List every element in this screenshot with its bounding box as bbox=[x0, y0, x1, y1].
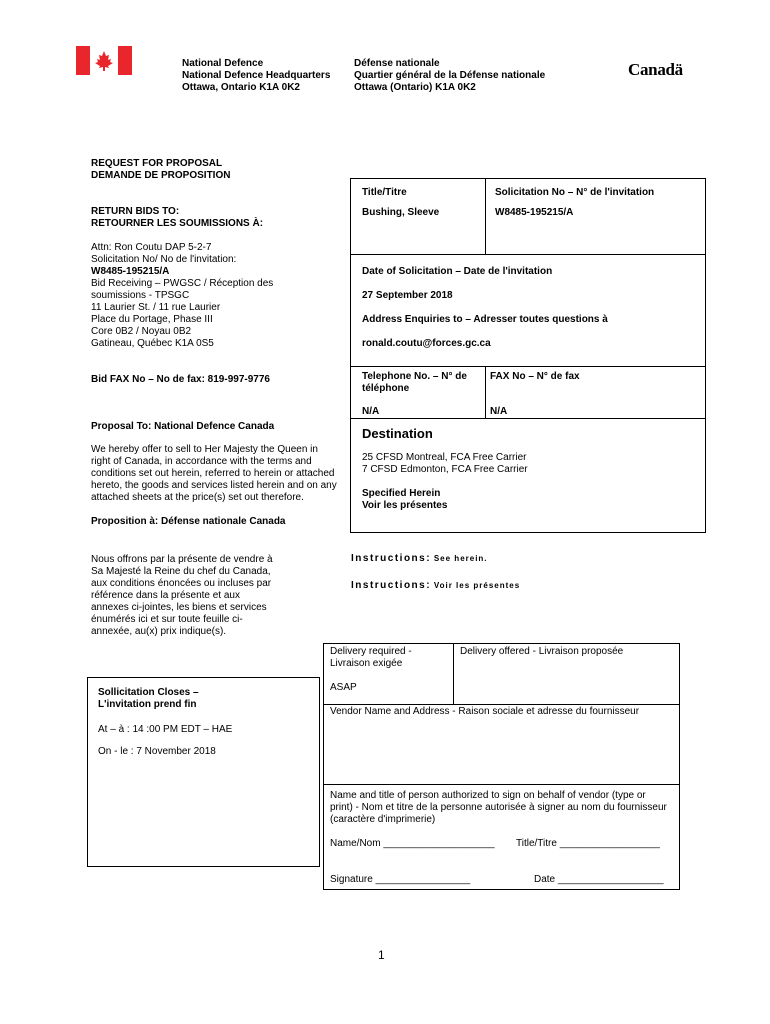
telephone-label: Telephone No. – N° de téléphone bbox=[362, 371, 467, 394]
header-fr-line: Défense nationale bbox=[354, 58, 440, 69]
header-en bbox=[182, 58, 330, 94]
divider bbox=[453, 643, 454, 705]
vendor-name-address-label: Vendor Name and Address - Raison sociale et adresse du fournisseur bbox=[330, 706, 640, 717]
fax-value: N/A bbox=[490, 406, 508, 417]
name-field[interactable]: Name/Nom ____________________ bbox=[330, 838, 495, 849]
divider bbox=[485, 178, 486, 255]
header-fr bbox=[354, 58, 545, 94]
title-value: Bushing, Sleeve bbox=[362, 207, 440, 218]
header-fr-line: Ottawa (Ontario) K1A 0K2 bbox=[354, 82, 476, 93]
canada-flag-icon bbox=[76, 46, 132, 75]
bid-fax: Bid FAX No – No de fax: 819-997-9776 bbox=[91, 374, 270, 385]
title-field[interactable]: Title/Titre __________________ bbox=[516, 838, 660, 849]
authorized-person-label: Name and title of person authorized to sign on behalf of vendor (type or print) - Nom et titre de la personne autorisée à signer au nom du fournisseur (caractère d'imprimerie) bbox=[330, 790, 667, 825]
solicitation-label: Solicitation No/ No de l'invitation: bbox=[91, 254, 237, 265]
instructions-en-text: See herein. bbox=[433, 554, 488, 563]
instructions-label: Instructions: bbox=[351, 553, 432, 564]
header-en-line: National Defence bbox=[182, 58, 264, 69]
header-en-line: National Defence Headquarters bbox=[182, 70, 331, 81]
delivery-required-label: Delivery required - Livraison exigée bbox=[330, 646, 412, 669]
destination-lines: 25 CFSD Montreal, FCA Free Carrier 7 CFSD Edmonton, FCA Free Carrier bbox=[362, 452, 528, 475]
instructions-label: Instructions: bbox=[351, 580, 432, 591]
instructions-en bbox=[351, 553, 488, 564]
solicitation-info-box bbox=[350, 178, 706, 533]
date-value: 27 September 2018 bbox=[362, 290, 453, 301]
proposal-to-fr: Proposition à: Défense nationale Canada bbox=[91, 516, 286, 527]
telephone-value: N/A bbox=[362, 406, 380, 417]
specified-herein: Specified Herein Voir les présentes bbox=[362, 488, 448, 511]
header-en-line: Ottawa, Ontario K1A 0K2 bbox=[182, 82, 300, 93]
delivery-offered-label: Delivery offered - Livraison proposée bbox=[460, 646, 624, 657]
vendor-box bbox=[323, 643, 680, 890]
canada-wordmark bbox=[628, 60, 683, 80]
request-title-en: REQUEST FOR PROPOSAL bbox=[91, 158, 223, 169]
enquiries-email: ronald.coutu@forces.gc.ca bbox=[362, 338, 491, 349]
fax-label: FAX No – N° de fax bbox=[490, 371, 580, 382]
request-title bbox=[91, 158, 230, 182]
title-label: Title/Titre bbox=[362, 187, 407, 198]
divider bbox=[485, 366, 486, 419]
delivery-required-value: ASAP bbox=[330, 682, 357, 693]
solicitation-no-value: W8485-195215/A bbox=[495, 207, 574, 218]
date-field[interactable]: Date ___________________ bbox=[534, 874, 664, 885]
divider bbox=[350, 418, 706, 419]
instructions-fr-text: Voir les présentes bbox=[433, 581, 521, 590]
proposal-to-en: Proposal To: National Defence Canada bbox=[91, 421, 275, 432]
solicitation-no-label: Solicitation No – N° de l'invitation bbox=[495, 187, 655, 198]
closing-date: On - le : 7 November 2018 bbox=[98, 746, 216, 757]
return-bids-label-en: RETURN BIDS TO: bbox=[91, 206, 180, 217]
canada-wordmark-text: Canadä bbox=[628, 60, 683, 79]
page-number: 1 bbox=[378, 948, 385, 962]
header-fr-line: Quartier général de la Défense nationale bbox=[354, 70, 546, 81]
solicitation-number: W8485-195215/A bbox=[91, 266, 170, 277]
return-bids-address bbox=[91, 242, 341, 350]
date-label: Date of Solicitation – Date de l'invitation bbox=[362, 266, 553, 277]
signature-field[interactable]: Signature _________________ bbox=[330, 874, 471, 885]
instructions-fr bbox=[351, 580, 520, 591]
closing-time: At – à : 14 :00 PM EDT – HAE bbox=[98, 724, 233, 735]
divider bbox=[350, 366, 706, 367]
destination-title: Destination bbox=[362, 426, 433, 441]
request-title-fr: DEMANDE DE PROPOSITION bbox=[91, 170, 231, 181]
enquiries-label: Address Enquiries to – Adresser toutes questions à bbox=[362, 314, 608, 325]
return-bids-label-fr: RETOURNER LES SOUMISSIONS À: bbox=[91, 218, 264, 229]
proposal-body-en: We hereby offer to sell to Her Majesty the Queen in right of Canada, in accordance with the terms and conditions set out herein, referred to herein or attached hereto, the goods and services listed herein and on any attached sheets at the price(s) set out therefore. bbox=[91, 444, 337, 503]
proposal-body-fr: Nous offrons par la présente de vendre à Sa Majesté la Reine du chef du Canada, aux conditions énoncées ou incluses par référence dans la présente et aux annexes ci-jointes, les biens et services énumérés ici et sur toute feuille ci- annexée, au(x) prix indique(s). bbox=[91, 554, 273, 637]
return-bids-heading bbox=[91, 206, 263, 230]
divider bbox=[323, 784, 680, 785]
attn-line: Attn: Ron Coutu DAP 5-2-7 bbox=[91, 242, 212, 253]
divider bbox=[323, 704, 680, 705]
closing-title: Sollicitation Closes – L'invitation prend fin bbox=[98, 687, 199, 710]
bid-receiving-address: Bid Receiving – PWGSC / Réception des soumissions - TPSGC 11 Laurier St. / 11 rue Laurier Place du Portage, Phase III Core 0B2 / Noyau 0B2 Gatineau, Québec K1A 0S5 bbox=[91, 278, 274, 349]
divider bbox=[350, 254, 706, 255]
